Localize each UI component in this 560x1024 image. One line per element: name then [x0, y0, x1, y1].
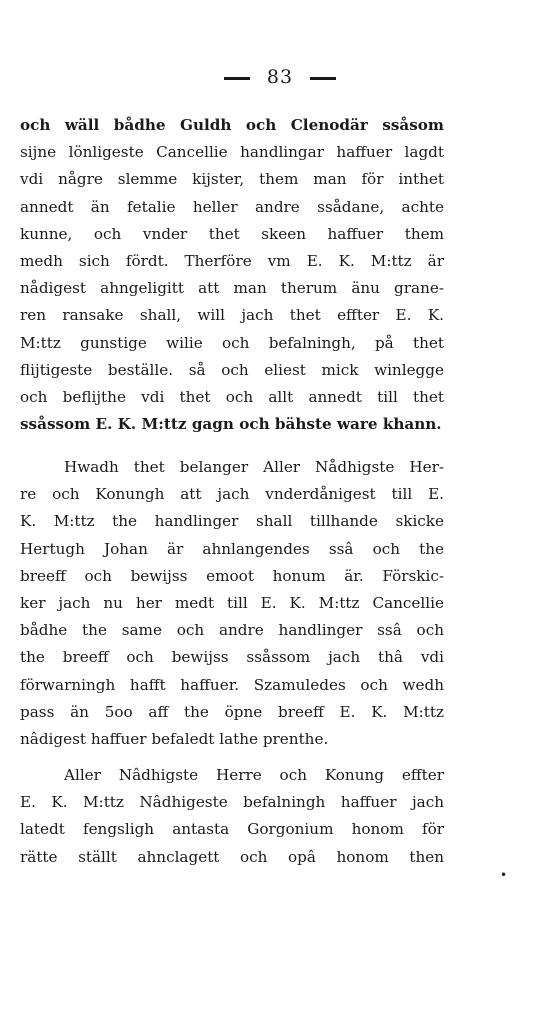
text-line: ren ransake shall, will jach thet effter E. K. — [20, 306, 444, 325]
text-line: re och Konungh att jach vnderdånigest till E. — [20, 485, 444, 504]
text-line: förwarningh hafft haffuer. Szamuledes och wedh — [20, 675, 444, 694]
text-line: bådhe the same och andre handlinger ssâ och — [20, 621, 444, 640]
text-line: Aller Nâdhigste Herre och Konung effter — [64, 766, 444, 784]
text-line: the breeff och bewijss ssåssom jach thâ vdi — [20, 648, 444, 667]
text-line: nâdigest haffuer befaledt lathe prenthe. — [20, 729, 329, 748]
text-line: annedt än fetalie heller andre ssådane, achte — [20, 197, 444, 216]
paragraph-1 — [20, 112, 444, 438]
text-line: vdi någre slemme kijster, them man för inthet — [20, 170, 444, 189]
text-line: medh sich fördt. Therföre vm E. K. M:ttz är — [20, 251, 444, 270]
text-line: och wäll bådhe Guldh och Clenodär ssåsom — [20, 116, 444, 134]
text-line: pass än 5oo aff the öpne breeff E. K. M:ttz — [20, 702, 444, 721]
text-line: Hwadh thet belanger Aller Nådhigste Her- — [64, 458, 444, 476]
text-line: kunne, och vnder thet skeen haffuer them — [20, 224, 444, 243]
header-dash-right — [310, 77, 336, 80]
header-dash-left — [224, 77, 250, 80]
text-line: breeff och bewijss emoot honum är. Förskic- — [20, 566, 444, 585]
page-number: 83 — [266, 66, 294, 88]
text-line: K. M:ttz the handlinger shall tillhande skicke — [20, 512, 444, 531]
text-line: E. K. M:ttz Nâdhigeste befalningh haffuer jach — [20, 793, 444, 812]
text-line: latedt fengsligh antasta Gorgonium honom för — [20, 820, 444, 839]
text-line: M:ttz gunstige wilie och befalningh, på thet — [20, 333, 444, 352]
text-line: flijtigeste beställe. så och eliest mick winlegge — [20, 360, 444, 379]
page-header — [0, 66, 560, 88]
text-line: sijne lönligeste Cancellie handlingar haffuer lagdt — [20, 143, 444, 162]
text-line: nådigest ahngeligitt att man therum änu grane- — [20, 279, 444, 298]
ink-speck: • — [500, 868, 508, 882]
paragraph-3 — [20, 762, 444, 871]
text-line: ssåssom E. K. M:ttz gagn och bähste ware khann. — [20, 415, 442, 434]
paragraph-2 — [20, 454, 444, 753]
text-line: och beflijthe vdi thet och allt annedt till thet — [20, 387, 444, 406]
text-line: rätte ställt ahnclagett och opâ honom then — [20, 847, 444, 866]
text-line: ker jach nu her medt till E. K. M:ttz Cancellie — [20, 593, 444, 612]
text-line: Hertugh Johan är ahnlangendes ssâ och the — [20, 539, 444, 558]
